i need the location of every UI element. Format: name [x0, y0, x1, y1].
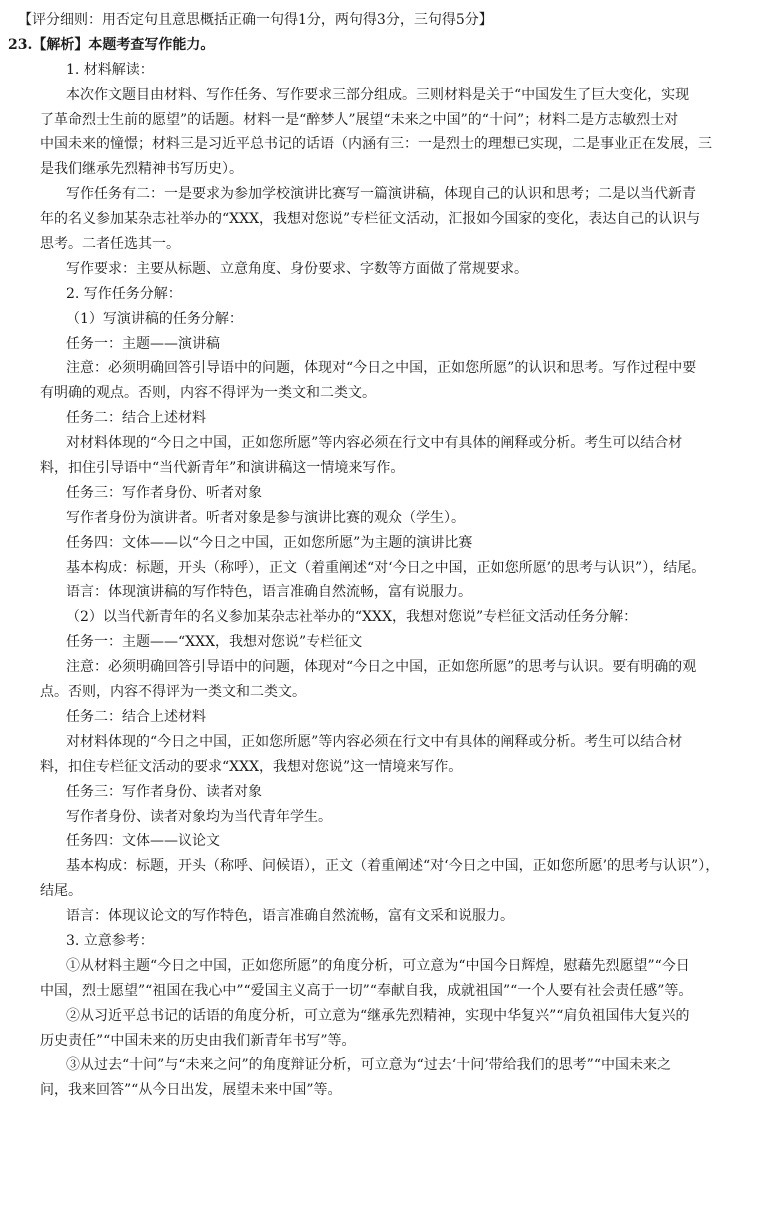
text-line: 历史责任”“中国未来的历史由我们新青年书写”等。: [40, 1032, 356, 1049]
text-line: （2）以当代新青年的名义参加某杂志社举办的“XXX，我想对您说”专栏征文活动任务分解：: [66, 609, 638, 626]
analysis-heading: 本题考查写作能力。: [88, 36, 215, 53]
question-number: 23.: [8, 36, 33, 53]
text-line: 注意：必须明确回答引导语中的问题，体现对“今日之中国，正如您所愿”的思考与认识。要有明确的观: [66, 659, 697, 676]
text-line: 语言：体现演讲稿的写作特色，语言准确自然流畅，富有说服力。: [66, 584, 472, 601]
text-line: 有明确的观点。否则，内容不得评为一类文和二类文。: [40, 385, 376, 402]
text-line: （1）写演讲稿的任务分解：: [66, 310, 243, 327]
text-line: 思考。二者任选其一。: [40, 236, 180, 253]
text-line: 任务四：文体——以“今日之中国，正如您所愿”为主题的演讲比赛: [66, 534, 473, 551]
text-line: 年的名义参加某杂志社举办的“XXX，我想对您说”专栏征文活动，汇报如今国家的变化，表达自己的认识与: [40, 211, 701, 228]
text-line: 料，扣住引导语中“当代新青年”和演讲稿这一情境来写作。: [40, 460, 405, 477]
text-line: 任务一：主题——演讲稿: [66, 335, 220, 352]
analysis-tag: 【解析】: [32, 36, 89, 53]
scoring-note: 【评分细则：用否定句且意思概括正确一句得1分，两句得3分，三句得5分】: [18, 12, 493, 28]
text-line: 料，扣住专栏征文活动的要求“XXX，我想对您说”这一情境来写作。: [40, 758, 463, 775]
text-line: 写作者身份、读者对象均为当代青年学生。: [66, 808, 332, 825]
text-line: 基本构成：标题，开头（称呼），正文（着重阐述“对‘今日之中国，正如您所愿’的思考与认识”），结尾。: [66, 559, 706, 576]
analysis-body: [18, 58, 757, 1103]
text-line: 任务一：主题——“XXX，我想对您说”专栏征文: [66, 634, 363, 651]
text-line: 了革命烈士生前的愿望”的话题。材料一是“醉梦人”展望“未来之中国”的“十问”；材料二是方志敏烈士对: [40, 111, 679, 128]
text-line: 3. 立意参考：: [66, 932, 154, 949]
question-heading: [8, 33, 757, 58]
text-line: 写作任务有二：一是要求为参加学校演讲比赛写一篇演讲稿，体现自己的认识和思考；二是以当代新青: [66, 186, 696, 203]
text-line: 结尾。: [40, 883, 82, 900]
text-line: 对材料体现的“今日之中国，正如您所愿”等内容必须在行文中有具体的阐释或分析。考生可以结合材: [66, 733, 683, 750]
text-line: 任务三：写作者身份、读者对象: [66, 783, 262, 800]
text-line: 是我们继承先烈精神书写历史）。: [40, 161, 243, 178]
text-line: 2. 写作任务分解：: [66, 285, 182, 302]
text-line: 任务三：写作者身份、听者对象: [66, 484, 262, 501]
text-line: 中国未来的憧憬；材料三是习近平总书记的话语（内涵有三：一是烈士的理想已实现，二是事业正在发展，三: [40, 136, 712, 153]
text-line: ①从材料主题“今日之中国，正如您所愿”的角度分析，可立意为“中国今日辉煌，慰藉先烈愿望”“今日: [66, 957, 690, 974]
text-line: 对材料体现的“今日之中国，正如您所愿”等内容必须在行文中有具体的阐释或分析。考生可以结合材: [66, 435, 683, 452]
text-line: 任务二：结合上述材料: [66, 410, 206, 427]
text-line: 写作者身份为演讲者。听者对象是参与演讲比赛的观众（学生）。: [66, 509, 465, 526]
text-line: 注意：必须明确回答引导语中的问题，体现对“今日之中国，正如您所愿”的认识和思考。写作过程中要: [66, 360, 697, 377]
text-line: 语言：体现议论文的写作特色，语言准确自然流畅，富有文采和说服力。: [66, 908, 514, 925]
text-line: 任务四：文体——议论文: [66, 833, 220, 850]
text-line: 问，我来回答”“从今日出发，展望未来中国”等。: [40, 1082, 342, 1099]
text-line: ②从习近平总书记的话语的角度分析，可立意为“继承先烈精神，实现中华复兴”“肩负祖国伟大复兴的: [66, 1007, 690, 1024]
text-line: 基本构成：标题，开头（称呼、问候语），正文（着重阐述“对‘今日之中国，正如您所愿’的思考与认识”），: [66, 858, 720, 875]
text-line: 中国，烈士愿望”“祖国在我心中”“爱国主义高于一切”“奉献自我，成就祖国”“一个人要有社会责任感”等。: [40, 982, 693, 999]
text-line: 点。否则，内容不得评为一类文和二类文。: [40, 684, 306, 701]
text-line: 任务二：结合上述材料: [66, 708, 206, 725]
text-line: 本次作文题目由材料、写作任务、写作要求三部分组成。三则材料是关于“中国发生了巨大变化，实现: [66, 86, 690, 103]
text-line: 1. 材料解读：: [66, 61, 154, 78]
text-line: ③从过去“十问”与“未来之问”的角度辩证分析，可立意为“过去‘十问’带给我们的思考”“中国未来之: [66, 1057, 671, 1074]
text-line: 写作要求：主要从标题、立意角度、身份要求、字数等方面做了常规要求。: [66, 260, 528, 277]
